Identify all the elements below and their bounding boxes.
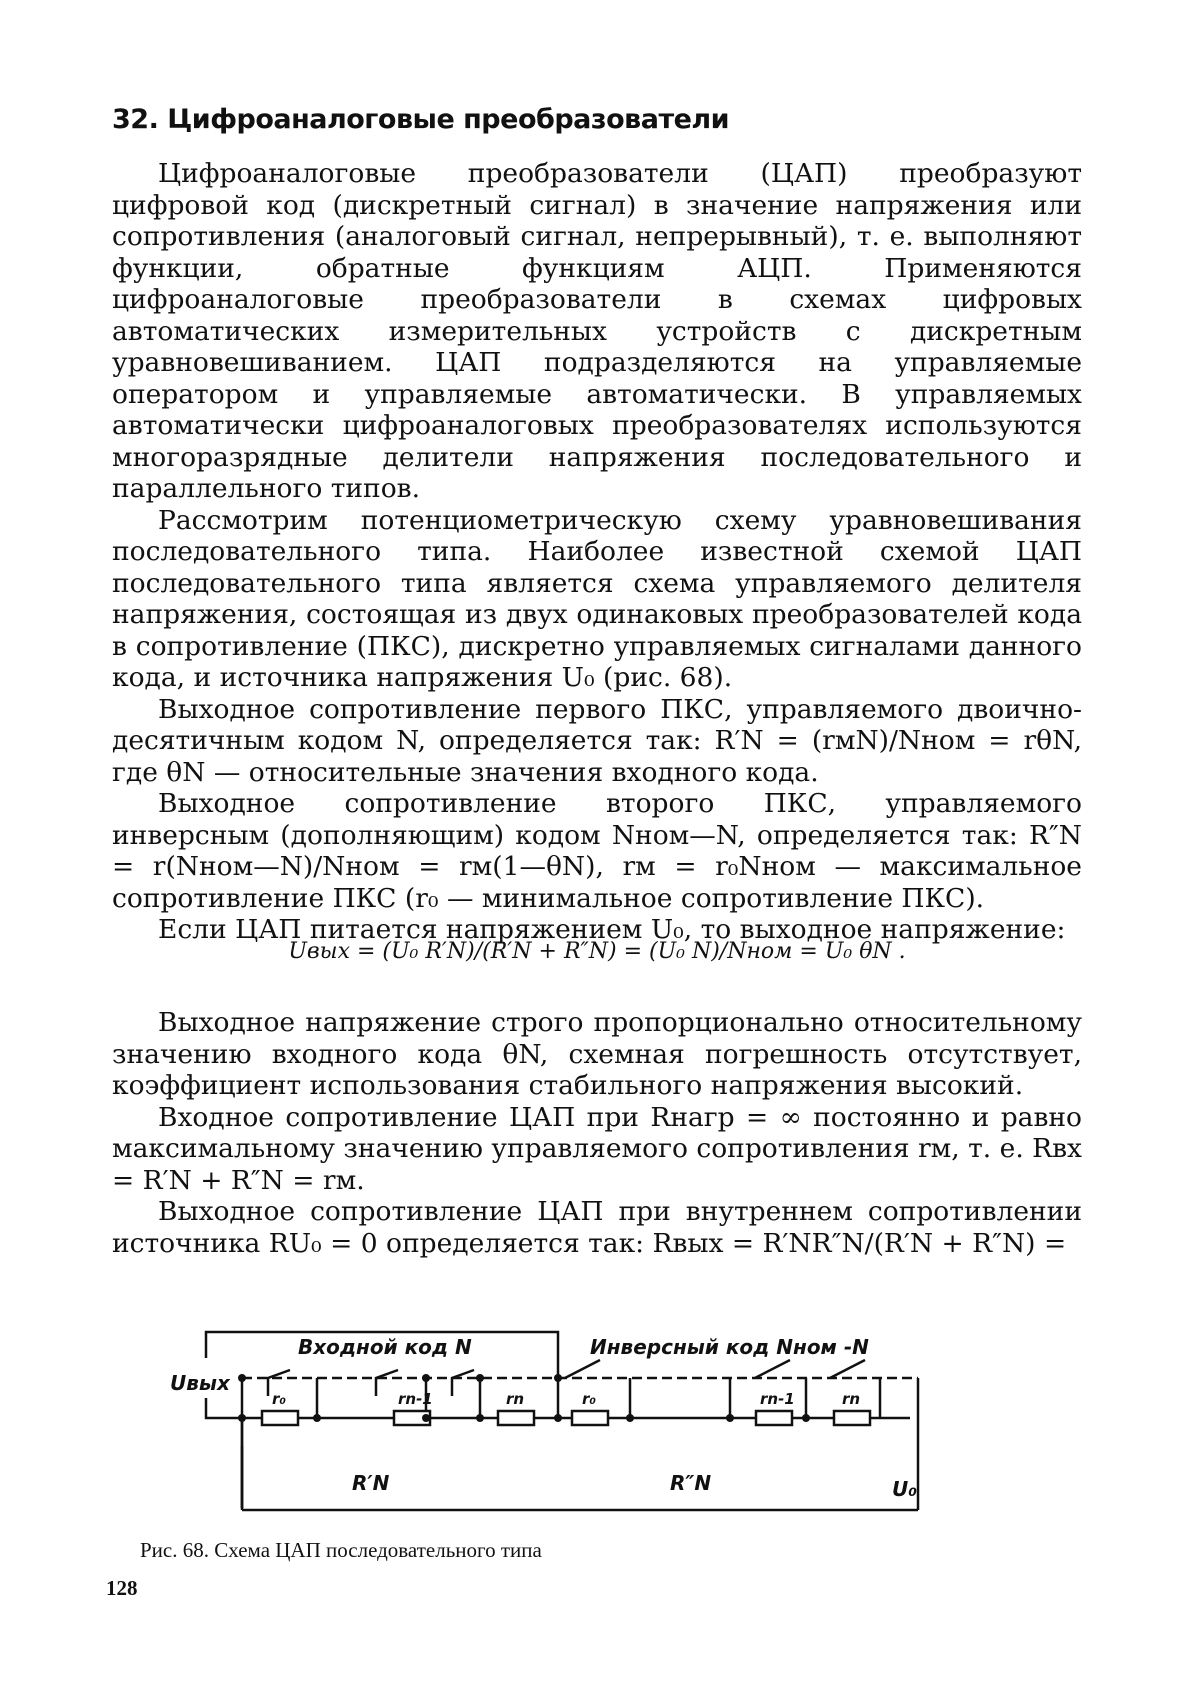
paragraph-second-pks: Выходное сопротивление второго ПКС, управляемого инверсным (дополняющим) кодом Nном—N, определяется так: R″N = r(Nном—N)/Nном = rм(1—θN), rм = r₀Nном — максимальное сопротивление ПКС (r₀ — минимальное сопротивление ПКС). [112,788,1082,914]
resistor-label-rn-first: rn [506,1390,525,1408]
switch-4 [565,1360,600,1378]
resistor-label-rn-second: rn [842,1390,861,1408]
switch-3 [452,1370,474,1396]
page-number: 128 [106,1576,138,1600]
uout-label: Uвых [170,1371,230,1395]
output-voltage-formula: Uвых = (U₀ R′N)/(R′N + R″N) = (U₀ N)/Nном = U₀ θN . [288,939,906,964]
inverse-code-label: Инверсный код Nном -N [590,1335,869,1359]
switch-2 [376,1370,398,1396]
paragraph-first-pks: Выходное сопротивление первого ПКС, управляемого двоично-десятичным кодом N, определяется так: R′N = (rмN)/Nном = rθN, где θN — относительные значения входного кода. [112,693,1082,788]
switch-5 [755,1360,790,1378]
paragraph-input-resistance: Входное сопротивление ЦАП при Rнагр = ∞ постоянно и равно максимальному значению управляемого сопротивления rм, т. е. Rвх = R′N + R″N = rм. [112,1101,1082,1196]
uout-lead [206,1398,242,1418]
resistor-rn-first [498,1411,534,1425]
switch-6 [830,1360,865,1378]
dac-circuit-diagram [170,1318,1020,1501]
paragraph-supply: Если ЦАП питается напряжением U₀, то выходное напряжение: [158,914,1066,945]
resistor-label-rn1-first: rn-1 [398,1390,433,1408]
main-text-continued [112,1007,1082,1259]
paragraph-intro: Цифроаналоговые преобразователи (ЦАП) преобразуют цифровой код (дискретный сигнал) в значение напряжения или сопротивления (аналоговый сигнал, непрерывный), т. е. выполняют функции, обратные функциям АЦП. Применяются цифроаналоговые преобразователи в схемах цифровых автоматических измерительных устройств с дискретным уравновешиванием. ЦАП подразделяются на управляемые оператором и управляемые автоматически. В управляемых автоматически цифроаналоговых преобразователях используются многоразрядные делители напряжения последовательного и параллельного типов. [112,158,1082,504]
rn-prime-label: R′N [352,1471,390,1495]
resistor-label-r0-second: r₀ [582,1390,596,1408]
main-text [112,158,1082,946]
resistor-rn-second [834,1411,870,1425]
resistor-label-r0-first: r₀ [272,1390,286,1408]
input-code-label: Входной код N [298,1335,472,1359]
resistor-r0-second [572,1411,608,1425]
resistor-label-rn1-second: rn-1 [760,1390,795,1408]
resistor-rn1-second [756,1411,792,1425]
paragraph-proportional: Выходное напряжение строго пропорционально относительному значению входного кода θN, схемная погрешность отсутствует, коэффициент использования стабильного напряжения высокий. [112,1007,1082,1101]
resistor-r0-first [262,1411,298,1425]
figure-caption: Рис. 68. Схема ЦАП последовательного типа [140,1538,542,1562]
rn-double-prime-label: R″N [670,1471,712,1495]
paragraph-output-resistance: Выходное сопротивление ЦАП при внутреннем сопротивлении источника RU₀ = 0 определяется так: Rвых = R′NR″N/(R′N + R″N) = [112,1196,1082,1259]
paragraph-serial-scheme: Рассмотрим потенциометрическую схему уравновешивания последовательного типа. Наиболее известной схемой ЦАП последовательного типа является схема управляемого делителя напряжения, состоящая из двух одинаковых преобразователей кода в сопротивление (ПКС), дискретно управляемых сигналами данного кода, и источника напряжения U₀ (рис. 68). [112,504,1082,693]
u0-label: U₀ [892,1477,917,1501]
section-heading: 32. Цифроаналоговые преобразователи [112,104,730,135]
